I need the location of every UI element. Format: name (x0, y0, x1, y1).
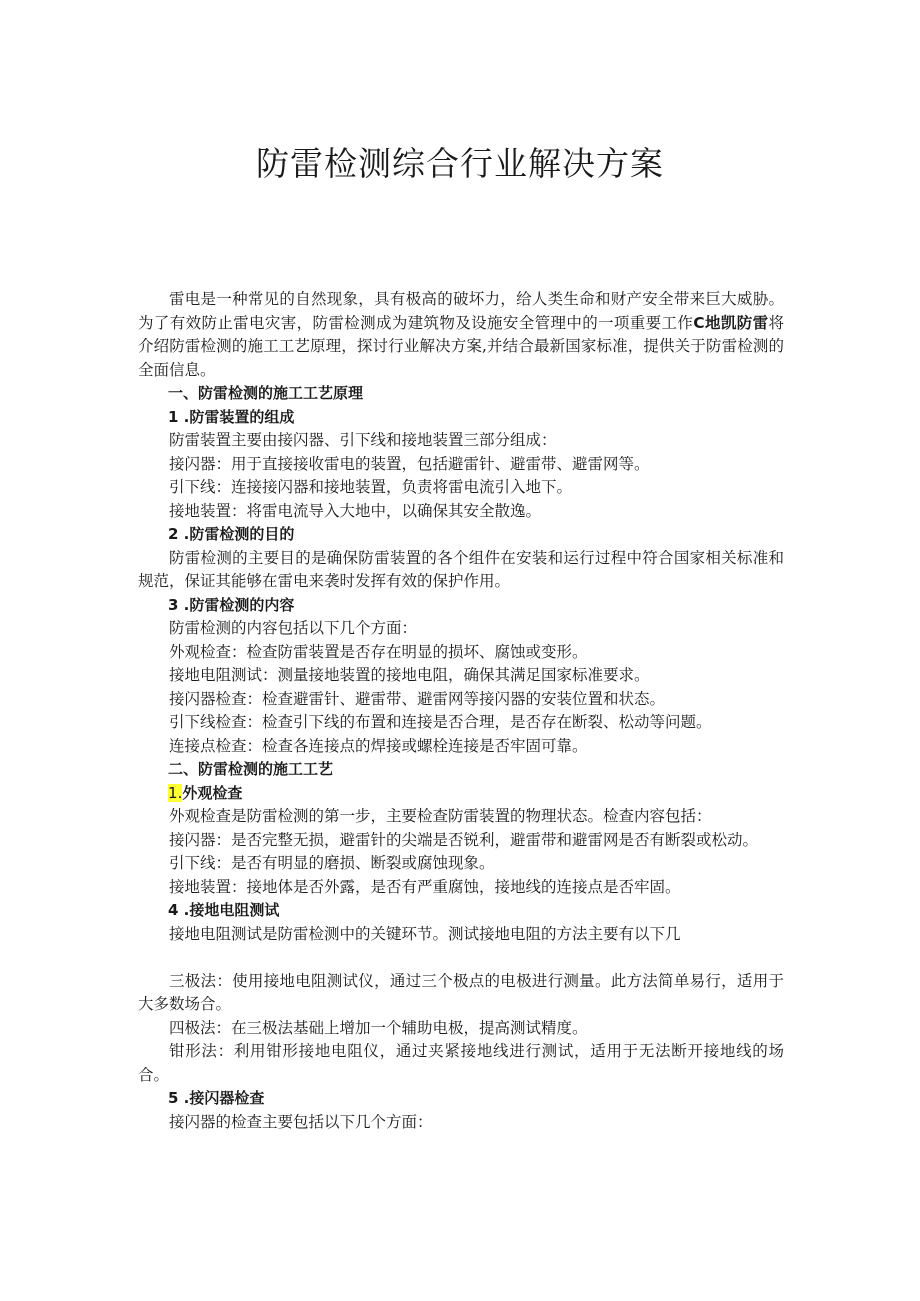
subsection-heading: 5 .接闪器检查 (168, 1089, 265, 1107)
paragraph: 接闪器：是否完整无损，避雷针的尖端是否锐利，避雷带和避雷网是否有断裂或松动。 (169, 830, 759, 849)
subsection-heading: 1 .防雷装置的组成 (168, 407, 295, 426)
paragraph: 外观检查：检查防雷装置是否存在明显的损坏、腐蚀或变形。 (169, 642, 588, 661)
brand-name: C地凯防雷 (693, 313, 769, 332)
intro-text-1: 雷电是一种常见的自然现象，具有极高的破坏力，给人类生命和财产安全带来巨大威胁。为了有效防止雷电灾害，防雷检测成为建筑物及设施安全管理中的一项重要工作 (138, 290, 784, 332)
paragraph: 连接点检查：检查各连接点的焊接或螺栓连接是否牢固可靠。 (169, 736, 588, 755)
paragraph: 钳形法：利用钳形接地电阻仪，通过夹紧接地线进行测试，适用于无法断开接地线的场合。 (138, 1042, 784, 1084)
paragraph: 接闪器检查：检查避雷针、避雷带、避雷网等接闪器的安装位置和状态。 (169, 689, 666, 708)
paragraph: 防雷装置主要由接闪器、引下线和接地装置三部分组成： (169, 431, 557, 449)
paragraph: 接地装置：接地体是否外露，是否有严重腐蚀，接地线的连接点是否牢固。 (169, 877, 681, 896)
intro-paragraph (138, 288, 784, 382)
section-1-heading: 一、防雷检测的施工工艺原理 (168, 384, 364, 402)
paragraph: 引下线检查：检查引下线的布置和连接是否合理，是否存在断裂、松动等问题。 (169, 713, 712, 731)
subsection-heading: 2 .防雷检测的目的 (168, 525, 295, 543)
paragraph: 外观检查是防雷检测的第一步，主要检查防雷装置的物理状态。检查内容包括： (169, 807, 712, 825)
subsection-title: 外观检查 (182, 783, 243, 802)
document-title: 防雷检测综合行业解决方案 (256, 144, 664, 183)
document-body (138, 288, 784, 1134)
paragraph: 防雷检测的内容包括以下几个方面： (169, 619, 418, 637)
paragraph: 三极法：使用接地电阻测试仪，通过三个极点的电极进行测量。此方法简单易行，适用于大多数场合。 (138, 971, 784, 1013)
subsection-heading (138, 782, 784, 806)
section-2-heading: 二、防雷检测的施工工艺 (168, 760, 334, 778)
paragraph: 接地电阻测试：测量接地装置的接地电阻，确保其满足国家标准要求。 (169, 666, 650, 684)
paragraph: 接地装置：将雷电流导入大地中，以确保其安全散逸。 (169, 501, 542, 520)
subsection-heading: 4 .接地电阻测试 (168, 901, 280, 919)
paragraph: 接闪器：用于直接接收雷电的装置，包括避雷针、避雷带、避雷网等。 (169, 454, 650, 473)
highlighted-number: 1. (168, 783, 183, 802)
blank-line (138, 946, 784, 970)
paragraph: 接地电阻测试是防雷检测中的关键环节。测试接地电阻的方法主要有以下几 (169, 924, 681, 943)
paragraph: 接闪器的检查主要包括以下几个方面： (169, 1112, 433, 1131)
intro-text-2: 将介绍防雷检测的施工工艺原理，探讨行业解决方案,并结合最新国家标准，提供关于防雷检测的全面信息。 (138, 313, 784, 379)
paragraph: 引下线：是否有明显的磨损、断裂或腐蚀现象。 (169, 854, 495, 872)
paragraph: 引下线：连接接闪器和接地装置，负责将雷电流引入地下。 (169, 478, 573, 496)
paragraph: 四极法：在三极法基础上增加一个辅助电极，提高测试精度。 (169, 1018, 588, 1037)
subsection-heading: 3 .防雷检测的内容 (168, 595, 295, 614)
paragraph: 防雷检测的主要目的是确保防雷装置的各个组件在安装和运行过程中符合国家相关标准和规范，保证其能够在雷电来袭时发挥有效的保护作用。 (138, 548, 784, 590)
